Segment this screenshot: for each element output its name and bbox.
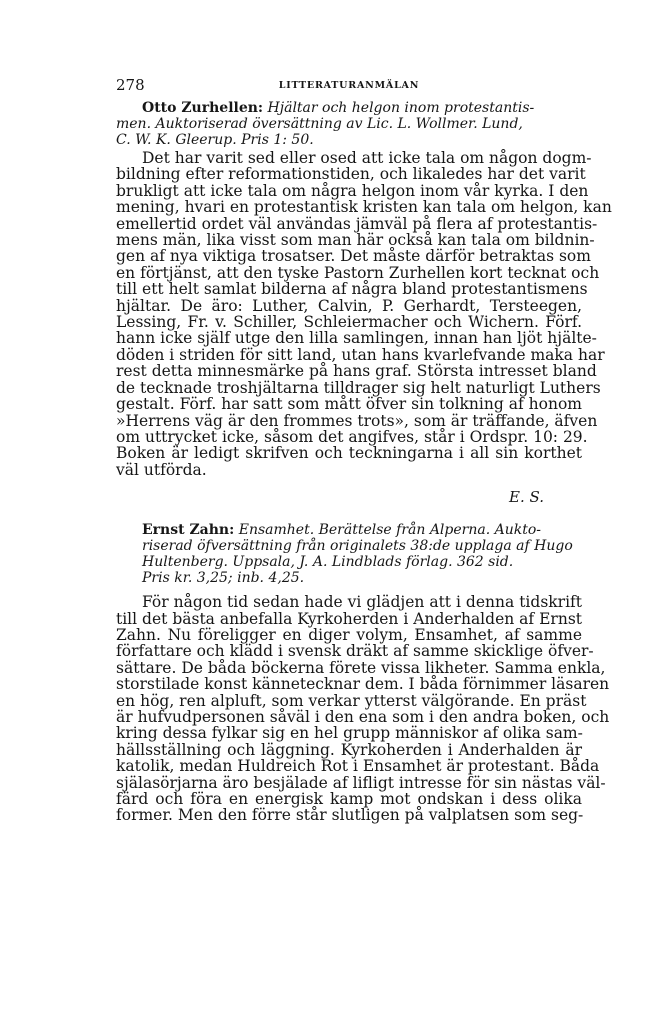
text-line: Zahn. Nu föreligger en diger volym, Ensamhet, af samme bbox=[116, 625, 582, 644]
reviewer-signature: E. S. bbox=[509, 488, 544, 507]
citation-line: C. W. K. Gleerup. Pris 1: 50. bbox=[116, 132, 314, 148]
text-line: döden i striden för sitt land, utan hans kvarlefvande maka har bbox=[116, 345, 605, 364]
text-line: om uttrycket icke, såsom det angifves, står i Ordspr. 10: 29. bbox=[116, 427, 588, 446]
page-number: 278 bbox=[116, 76, 145, 94]
text-line: sättare. De båda böckerna förete vissa likheter. Samma enkla, bbox=[116, 658, 606, 677]
review-ernst-zahn bbox=[116, 522, 610, 825]
text-line: färd och föra en energisk kamp mot ondskan i dess olika bbox=[116, 790, 582, 808]
text-line: en förtjänst, att den tyske Pastorn Zurhellen kort tecknat och bbox=[116, 263, 600, 282]
text-line: hann icke själf utge den lilla samlingen, innan han ljöt hjälte- bbox=[116, 329, 597, 348]
review-otto-zurhellen bbox=[116, 100, 612, 507]
text-line: en hög, ren alpluft, som verkar ytterst välgörande. En präst bbox=[116, 691, 587, 710]
review-citation bbox=[116, 522, 582, 586]
text-line: väl utförda. bbox=[116, 460, 207, 479]
citation-author: Otto Zurhellen: bbox=[142, 100, 264, 116]
page-header bbox=[116, 76, 582, 96]
page-body bbox=[116, 100, 612, 825]
text-line: till det bästa anbefalla Kyrkoherden i Anderhalden af Ernst bbox=[116, 609, 582, 628]
text-line: mening, hvari en protestantisk kristen kan tala om helgon, kan bbox=[116, 198, 612, 217]
text-line: de tecknade troshjältarna tilldrager sig helt naturligt Luthers bbox=[116, 378, 601, 397]
citation-title: Ensamhet. Berättelse från Alperna. Aukto- bbox=[238, 522, 542, 539]
text-line: För någon tid sedan hade vi glädjen att i denna tidskrift bbox=[142, 593, 582, 612]
text-line: »Herrens väg är den frommes trots», som är träffande, äfven bbox=[116, 411, 598, 430]
text-line: katolik, medan Huldreich Rot i Ensamhet är protestant. Båda bbox=[116, 757, 600, 776]
text-line: former. Men den förre står slutligen på valplatsen som seg- bbox=[116, 806, 584, 825]
citation-line: Pris kr. 3,25; inb. 4,25. bbox=[142, 570, 305, 587]
text-line: själasörjarna äro besjälade af lifligt intresse för sin nästas väl- bbox=[116, 773, 606, 792]
citation-line bbox=[116, 522, 582, 538]
review-body bbox=[116, 149, 612, 479]
text-line: bildning efter reformationstiden, och likaledes har det varit bbox=[116, 165, 586, 184]
citation-author: Ernst Zahn: bbox=[142, 522, 235, 539]
citation-line: Hultenberg. Uppsala, J. A. Lindblads förlag. 362 sid. bbox=[142, 554, 514, 571]
text-line: hällsställning och läggning. Kyrkoherden i Anderhalden är bbox=[116, 740, 582, 759]
citation-line: riserad öfversättning från originalets 38:de upplaga af Hugo bbox=[142, 538, 573, 555]
review-body bbox=[116, 593, 610, 825]
text-line: Lessing, Fr. v. Schiller, Schleiermacher och Wichern. Förf. bbox=[116, 313, 582, 332]
text-line: gestalt. Förf. har satt som mått öfver sin tolkning af honom bbox=[116, 395, 582, 414]
review-citation bbox=[116, 100, 582, 148]
text-line: författare och klädd i svensk dräkt af samme skicklige öfver- bbox=[116, 642, 594, 661]
text-line: Det har varit sed eller osed att icke tala om någon dogm- bbox=[142, 149, 592, 167]
text-line: kring dessa fylkar sig en hel grupp människor af olika sam- bbox=[116, 724, 583, 743]
text-line: emellertid ordet väl användas jämväl på flera af protestantis- bbox=[116, 214, 598, 233]
text-line: gen af nya viktiga trosatser. Det måste därför betraktas som bbox=[116, 247, 591, 266]
text-line: Boken är ledigt skrifven och teckningarna i all sin korthet bbox=[116, 444, 582, 463]
citation-line bbox=[116, 100, 582, 116]
text-line: mens män, lika visst som man här också kan tala om bildnin- bbox=[116, 231, 595, 250]
running-head: LITTERATURANMÄLAN bbox=[278, 80, 420, 91]
text-line: brukligt att icke tala om några helgon inom vår kyrka. I den bbox=[116, 181, 589, 200]
text-line: till ett helt samlat bilderna af några bland protestantismens bbox=[116, 280, 588, 299]
text-line: storstilade konst kännetecknar dem. I båda förnimmer läsaren bbox=[116, 675, 610, 694]
text-line: hjältar. De äro: Luther, Calvin, P. Gerhardt, Tersteegen, bbox=[116, 296, 582, 315]
citation-title: Hjältar och helgon inom protestantis- bbox=[267, 100, 535, 116]
citation-line: men. Auktoriserad översättning av Lic. L. Wollmer. Lund, bbox=[116, 116, 523, 132]
text-line: är hufvudpersonen såväl i den ena som i den andra boken, och bbox=[116, 707, 610, 726]
text-line: rest detta minnesmärke på hans graf. Största intresset bland bbox=[116, 362, 597, 381]
